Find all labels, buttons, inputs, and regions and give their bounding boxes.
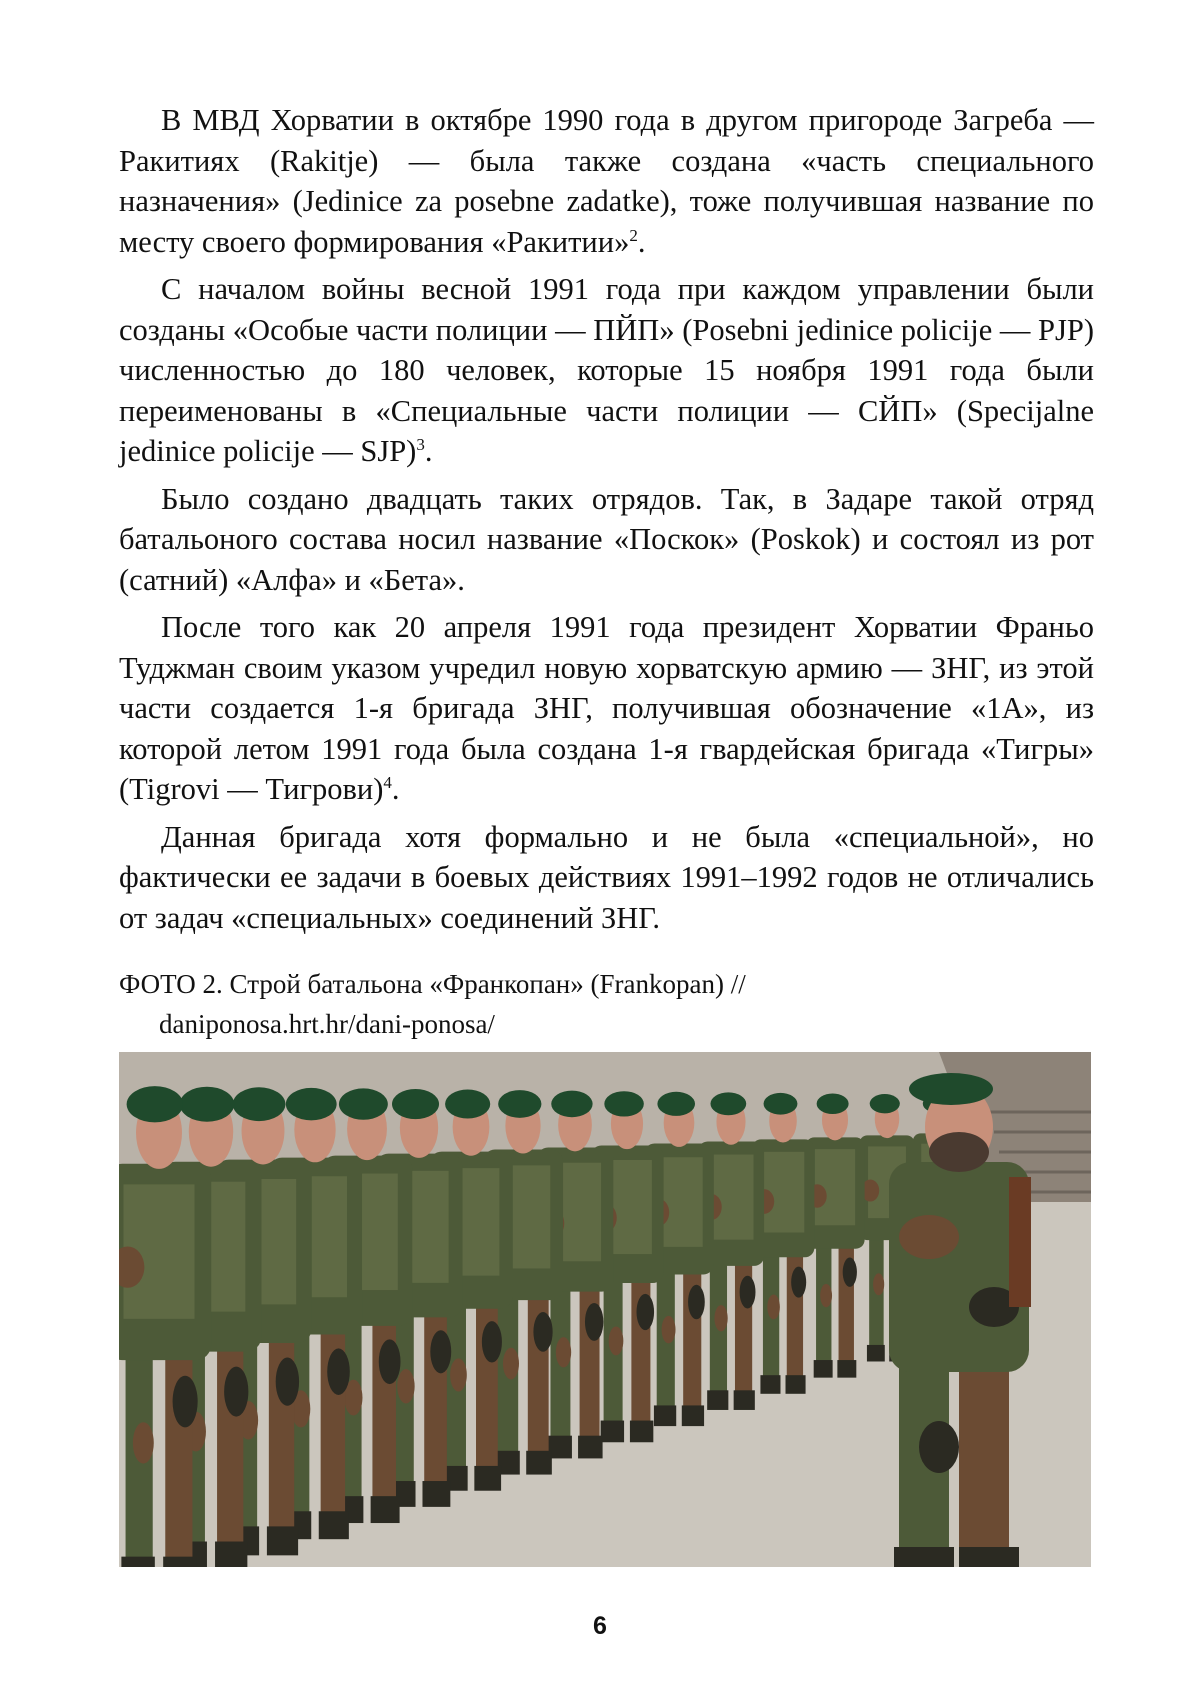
paragraph-2: С началом войны весной 1991 года при каждом управлении были созданы «Особые части полиции — ПЙП» (Posebni jedinice policije — PJP) численностью до 180 человек, которые 15 ноября 1991 года были переименованы в «Специальные части полиции — СЙП» (Specijalne jedinice policije — SJP)$^3$. bbox=[119, 272, 1094, 468]
photo-illustration bbox=[119, 1052, 1091, 1567]
photo-caption bbox=[119, 964, 1094, 1044]
caption-source-link: daniponosa.hrt.hr/dani-ponosa/ bbox=[159, 1009, 495, 1039]
footnote-ref-2[interactable]: 2 bbox=[629, 225, 638, 245]
caption-title: ФОТО 2. Строй батальона «Франкопан» (Frankopan) // bbox=[119, 969, 746, 999]
paragraph-5: Данная бригада хотя формально и не была «специальной», но фактически ее задачи в боевых действиях 1991–1992 годов не отличались от задач «специальных» соединений ЗНГ. bbox=[119, 819, 1094, 935]
page-number: 6 bbox=[593, 1612, 607, 1640]
paragraph-4: После того как 20 апреля 1991 года президент Хорватии Франьо Туджман своим указом учредил новую хорватскую армию — ЗНГ, из этой части создается 1-я бригада ЗНГ, получившая обозначение «1А», из которой летом 1991 года была создана 1-я гвардейская бригада «Тигры» (Tigrovi — Тигрови)$^4$. bbox=[119, 610, 1094, 806]
body-text bbox=[119, 100, 1094, 945]
paragraph-1: В МВД Хорватии в октябре 1990 года в другом пригороде Загреба — Ракитиях (Rakitje) — была также создана «часть специального назначения» (Jedinice za posebne zadatke), тоже получившая название по месту своего формирования «Ракитии»$^2$. bbox=[119, 103, 1094, 259]
footnote-ref-4[interactable]: 4 bbox=[383, 772, 392, 792]
footnote-ref-3[interactable]: 3 bbox=[416, 434, 425, 454]
photo-soldiers-formation bbox=[119, 1052, 1091, 1567]
paragraph-3: Было создано двадцать таких отрядов. Так, в Задаре такой отряд батальоного состава носил название «Поскок» (Poskok) и состоял из рот (сатний) «Алфа» и «Бета». bbox=[119, 481, 1094, 597]
